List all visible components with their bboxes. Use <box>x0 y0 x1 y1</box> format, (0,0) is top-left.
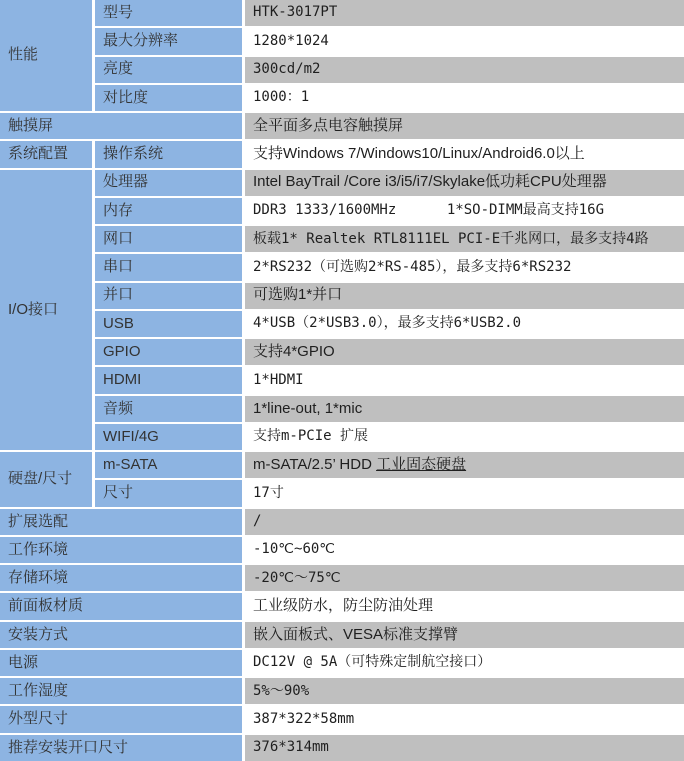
param-cell: WIFI/4G <box>95 424 242 450</box>
value-text: 17寸 <box>253 484 284 501</box>
param-cell: 亮度 <box>95 57 242 83</box>
value-text: 5%～90% <box>253 682 310 699</box>
param-cell: 最大分辨率 <box>95 28 242 54</box>
param-cell: 网口 <box>95 226 242 252</box>
param-cell: GPIO <box>95 339 242 365</box>
param-cell: m-SATA <box>95 452 242 478</box>
category-cell: 扩展选配 <box>0 509 242 535</box>
value-cell <box>245 311 684 337</box>
category-cell: 前面板材质 <box>0 593 242 619</box>
param-cell: 音频 <box>95 396 242 422</box>
value-text: 1280*1024 <box>253 32 329 49</box>
value-text: 工业级防水，防尘防油处理 <box>253 597 434 615</box>
value-text: -10℃~60℃ <box>253 541 336 558</box>
value-text: 387*322*58mm <box>253 710 355 727</box>
param-cell: 对比度 <box>95 85 242 111</box>
value-text: 板载1* Realtek RTL8111EL PCI-E千兆网口，最多支持4路 <box>253 230 649 247</box>
param-cell: 并口 <box>95 283 242 309</box>
value-cell <box>245 170 684 196</box>
value-cell <box>245 28 684 54</box>
value-cell <box>245 480 684 506</box>
value-cell <box>245 424 684 450</box>
value-cell <box>245 283 684 309</box>
param-cell: USB <box>95 311 242 337</box>
value-text: 全平面多点电容触摸屏 <box>253 116 404 134</box>
value-text: 支持m-PCIe 扩展 <box>253 428 369 445</box>
value-text: 2*RS232（可选购2*RS-485），最多支持6*RS232 <box>253 258 572 275</box>
param-cell: 内存 <box>95 198 242 224</box>
value-cell <box>245 735 684 761</box>
category-cell: I/O接口 <box>0 170 92 451</box>
param-cell: HDMI <box>95 367 242 393</box>
value-text: Intel BayTrail /Core i3/i5/i7/Skylake低功耗CPU处理器 <box>253 173 607 191</box>
param-cell: 串口 <box>95 254 242 280</box>
value-cell <box>245 226 684 252</box>
value-cell <box>245 622 684 648</box>
value-cell <box>245 254 684 280</box>
value-underlined-text: 工业固态硬盘 <box>376 456 467 474</box>
value-text: / <box>253 513 262 530</box>
value-text: 支持4*GPIO <box>253 342 335 360</box>
value-text: 可选购1*并口 <box>253 286 343 304</box>
category-cell: 推荐安装开口尺寸 <box>0 735 242 761</box>
value-text: DDR3 1333/1600MHz 1*SO-DIMM最高支持16G <box>253 202 605 219</box>
value-text: 嵌入面板式、VESA标准支撑臂 <box>253 625 459 643</box>
value-cell <box>245 367 684 393</box>
category-cell: 触摸屏 <box>0 113 242 139</box>
category-cell: 电源 <box>0 650 242 676</box>
value-cell <box>245 565 684 591</box>
category-cell: 外型尺寸 <box>0 706 242 732</box>
category-cell: 系统配置 <box>0 141 92 167</box>
value-cell <box>245 113 684 139</box>
value-text: 1*HDMI <box>253 371 304 388</box>
category-cell: 性能 <box>0 0 92 111</box>
value-text: 1*line-out, 1*mic <box>253 399 363 417</box>
value-cell <box>245 57 684 83</box>
value-cell <box>245 339 684 365</box>
value-cell <box>245 593 684 619</box>
value-cell <box>245 396 684 422</box>
category-cell: 工作湿度 <box>0 678 242 704</box>
param-cell: 尺寸 <box>95 480 242 506</box>
value-text: 4*USB（2*USB3.0），最多支持6*USB2.0 <box>253 315 522 332</box>
value-cell <box>245 0 684 26</box>
value-cell <box>245 678 684 704</box>
category-cell: 安装方式 <box>0 622 242 648</box>
param-cell: 处理器 <box>95 170 242 196</box>
value-text: 300cd/m2 <box>253 60 321 77</box>
value-text: 1000：1 <box>253 89 310 106</box>
category-cell: 工作环境 <box>0 537 242 563</box>
value-text: DC12V @ 5A（可特殊定制航空接口） <box>253 654 492 671</box>
param-cell: 型号 <box>95 0 242 26</box>
value-cell <box>245 452 684 478</box>
value-text: m-SATA/2.5’ HDD <box>253 456 377 474</box>
value-text: 376*314mm <box>253 739 329 756</box>
value-cell <box>245 141 684 167</box>
category-cell: 硬盘/尺寸 <box>0 452 92 507</box>
value-cell <box>245 85 684 111</box>
category-cell: 存储环境 <box>0 565 242 591</box>
value-text: -20℃～75℃ <box>253 569 341 586</box>
param-cell: 操作系统 <box>95 141 242 167</box>
value-cell <box>245 706 684 732</box>
value-text: 支持Windows 7/Windows10/Linux/Android6.0以上 <box>253 145 585 163</box>
value-cell <box>245 509 684 535</box>
value-cell <box>245 650 684 676</box>
value-text: HTK-3017PT <box>253 4 338 21</box>
value-cell <box>245 537 684 563</box>
value-cell <box>245 198 684 224</box>
